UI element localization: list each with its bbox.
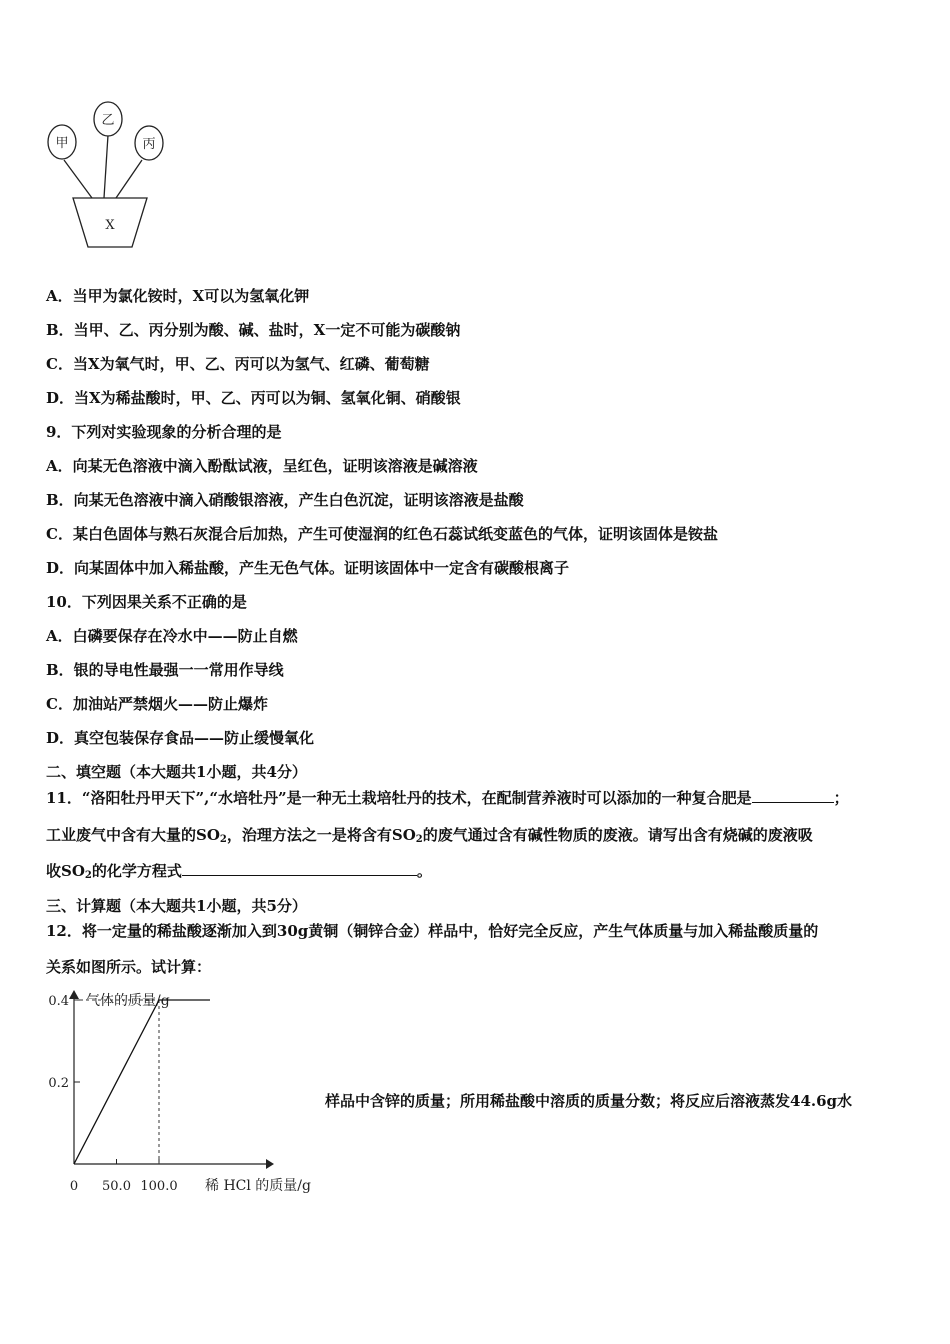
x-axis-label: 稀 HCl 的质量/g <box>205 1178 311 1194</box>
section3-heading: 三、计算题（本大题共1小题，共5分） <box>46 897 307 915</box>
so2-subscript: 2 <box>415 834 423 845</box>
q10-option-a: A．白磷要保存在冷水中——防止自燃 <box>46 627 298 645</box>
q11-line2-b: ，治理方法之一是将含有SO <box>226 826 416 844</box>
x-axis-arrow <box>266 1159 274 1169</box>
so2-subscript: 2 <box>219 834 227 845</box>
q11-line3-b: 的化学方程式 <box>91 862 182 880</box>
q8-option-b: B．当甲、乙、丙分别为酸、碱、盐时，X一定不可能为碳酸钠 <box>46 321 461 339</box>
q9-option-a: A．向某无色溶液中滴入酚酞试液，呈红色，证明该溶液是碱溶液 <box>46 457 478 475</box>
diagram-label-bing: 丙 <box>142 137 156 152</box>
q10-option-b: B．银的导电性最强一一常用作导线 <box>46 661 284 679</box>
q12-line2: 关系如图所示。试计算： <box>46 958 212 976</box>
x-tick-label: 100.0 <box>140 1179 178 1194</box>
q11-blank-equation[interactable] <box>182 861 417 876</box>
q11-line2 <box>46 825 813 850</box>
q9-stem: 9．下列对实验现象的分析合理的是 <box>46 423 282 441</box>
y-axis-label: 气体的质量/g <box>86 993 170 1009</box>
y-axis-arrow <box>69 990 79 999</box>
q11-line2-c: 的废气通过含有碱性物质的废液。请写出含有烧碱的废液吸 <box>422 826 813 844</box>
series-line-gas-mass <box>74 1000 210 1164</box>
q10-stem: 10．下列因果关系不正确的是 <box>46 593 247 611</box>
so2-subscript: 2 <box>84 870 92 881</box>
flowerpot-diagram <box>40 95 180 255</box>
q11-line1 <box>46 788 849 808</box>
q11-line3-a: 收SO <box>46 862 85 880</box>
q9-option-b: B．向某无色溶液中滴入硝酸银溶液，产生白色沉淀，证明该溶液是盐酸 <box>46 491 524 509</box>
q11-blank-fertilizer[interactable] <box>752 788 834 803</box>
gas-mass-chart <box>40 985 330 1200</box>
q12-side-text: 样品中含锌的质量；所用稀盐酸中溶质的质量分数；将反应后溶液蒸发44.6g水 <box>325 1092 853 1110</box>
q8-option-c: C．当X为氧气时，甲、乙、丙可以为氢气、红磷、葡萄糖 <box>46 355 430 373</box>
x-tick-label: 50.0 <box>102 1179 131 1194</box>
q11-line3-end: 。 <box>416 862 432 880</box>
q10-option-c: C．加油站严禁烟火——防止爆炸 <box>46 695 268 713</box>
x-tick-label: 0 <box>69 1179 79 1194</box>
q8-option-a: A．当甲为氯化铵时，X可以为氢氧化钾 <box>46 287 310 305</box>
diagram-label-yi: 乙 <box>101 113 115 128</box>
y-tick-label: 0.2 <box>48 1076 69 1091</box>
q11-line1-end: ； <box>833 789 849 807</box>
q10-option-d: D．真空包装保存食品——防止缓慢氧化 <box>46 729 315 747</box>
q11-line1-text: 11．“洛阳牡丹甲天下”,“水培牡丹”是一种无土栽培牡丹的技术，在配制营养液时可以添加的一种复合肥是 <box>46 789 752 807</box>
q9-option-c: C．某白色固体与熟石灰混合后加热，产生可使湿润的红色石蕊试纸变蓝色的气体，证明该固体是铵盐 <box>46 525 718 543</box>
q11-line3 <box>46 861 432 886</box>
section2-heading: 二、填空题（本大题共1小题，共4分） <box>46 763 307 781</box>
diagram-label-x: X <box>105 218 115 233</box>
q11-line2-a: 工业废气中含有大量的SO <box>46 826 220 844</box>
y-tick-label: 0.4 <box>48 994 69 1009</box>
diagram-label-jia: 甲 <box>55 136 69 151</box>
q8-option-d: D．当X为稀盐酸时，甲、乙、丙可以为铜、氢氧化铜、硝酸银 <box>46 389 461 407</box>
q9-option-d: D．向某固体中加入稀盐酸，产生无色气体。证明该固体中一定含有碳酸根离子 <box>46 559 570 577</box>
q12-line1: 12．将一定量的稀盐酸逐渐加入到30g黄铜（铜锌合金）样品中，恰好完全反应，产生气体质量与加入稀盐酸质量的 <box>46 922 819 940</box>
